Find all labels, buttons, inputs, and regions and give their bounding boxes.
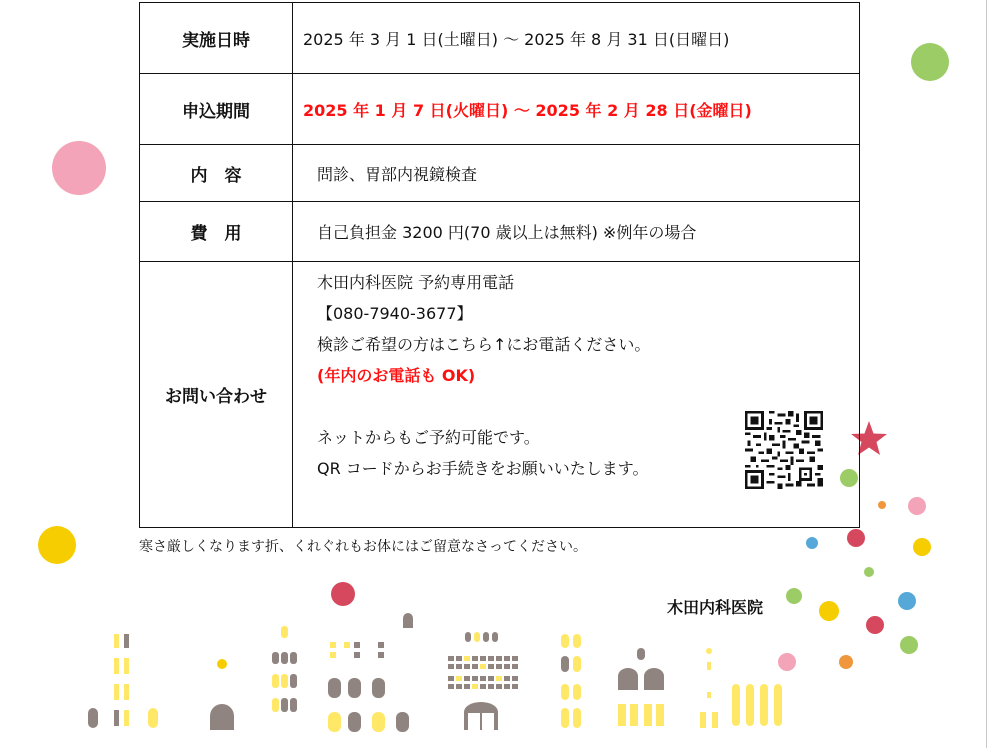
dot-green-small bbox=[864, 567, 874, 577]
dot-red-2 bbox=[866, 616, 884, 634]
building-3 bbox=[272, 626, 297, 712]
fee-value: 自己負担金 3200 円(70 歳以上は無料) ※例年の場合 bbox=[293, 202, 860, 262]
content-label: 内 容 bbox=[140, 145, 293, 202]
dot-yellow-large bbox=[38, 526, 76, 564]
row-date bbox=[140, 3, 860, 74]
dot-orange bbox=[839, 655, 853, 669]
row-fee bbox=[140, 202, 860, 262]
fee-label: 費 用 bbox=[140, 202, 293, 262]
dot-blue-small bbox=[806, 537, 818, 549]
dot-pink-large bbox=[52, 141, 106, 195]
dot-red-mid bbox=[331, 582, 355, 606]
building-5 bbox=[448, 632, 518, 730]
contact-line-net: ネットからもご予約可能です。 bbox=[317, 428, 540, 447]
building-4 bbox=[328, 613, 413, 732]
date-label: 実施日時 bbox=[140, 3, 293, 74]
dot-blue bbox=[898, 592, 916, 610]
dot-yellow-mid bbox=[819, 601, 839, 621]
clinic-signature: 木田内科医院 bbox=[667, 598, 764, 617]
content-value: 問診、胃部内視鏡検査 bbox=[293, 145, 860, 202]
apply-label: 申込期間 bbox=[140, 74, 293, 145]
building-7 bbox=[618, 648, 664, 726]
building-1 bbox=[88, 634, 158, 728]
contact-value bbox=[293, 262, 860, 528]
contact-line-phone: 【080-7940-3677】 bbox=[317, 304, 473, 323]
dot-green-mid bbox=[786, 588, 802, 604]
contact-line-call: 検診ご希望の方はこちら↑にお電話ください。 bbox=[317, 335, 651, 354]
dot-green-2 bbox=[900, 636, 918, 654]
contact-label: お問い合わせ bbox=[140, 262, 293, 528]
info-table bbox=[139, 2, 860, 528]
building-2 bbox=[210, 704, 234, 730]
town-skyline bbox=[88, 613, 782, 732]
apply-value: 2025 年 1 月 7 日(火曜日) ～ 2025 年 2 月 28 日(金曜日) bbox=[293, 74, 860, 145]
qr-code-icon[interactable] bbox=[745, 411, 823, 489]
dot-orange-small bbox=[878, 501, 886, 509]
dot-green-large bbox=[911, 43, 949, 81]
building-8 bbox=[700, 648, 782, 728]
closing-notice: 寒さ厳しくなります折、くれぐれもお体にはご留意なさってください。 bbox=[139, 539, 587, 555]
row-apply bbox=[140, 74, 860, 145]
building-6 bbox=[561, 634, 581, 728]
dot-pink bbox=[908, 497, 926, 515]
contact-line-qr: QR コードからお手続きをお願いいたします。 bbox=[317, 459, 649, 478]
contact-line-ok: (年内のお電話も OK) bbox=[317, 366, 476, 385]
row-contact bbox=[140, 262, 860, 528]
dot-red bbox=[847, 529, 865, 547]
contact-line-clinic: 木田内科医院 予約専用電話 bbox=[317, 273, 515, 292]
dot-yellow-small bbox=[217, 659, 227, 669]
dot-yellow bbox=[913, 538, 931, 556]
dot-pink-2 bbox=[778, 653, 796, 671]
row-content bbox=[140, 145, 860, 202]
date-value: 2025 年 3 月 1 日(土曜日) ～ 2025 年 8 月 31 日(日曜日) bbox=[293, 3, 860, 74]
